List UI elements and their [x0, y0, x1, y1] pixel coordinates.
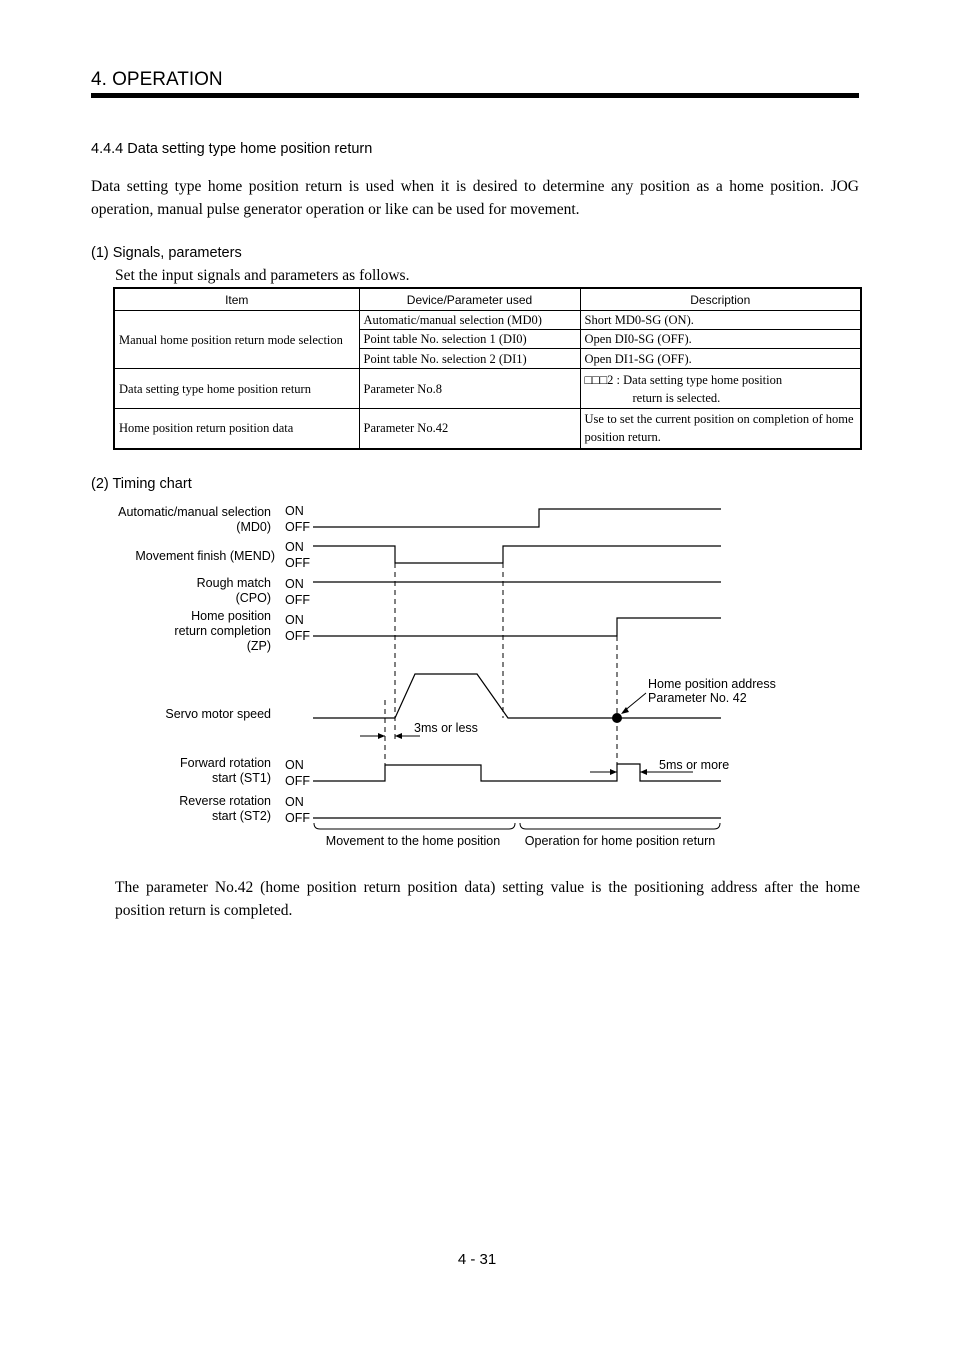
intro-paragraph: Data setting type home position return is used when it is desired to determine any position as a home position. JOG operation, manual pulse generator operation or like can be used for movement.: [91, 178, 859, 218]
description-line: □□□2 : Data setting type home position: [584, 372, 783, 387]
table-cell-description: Open DI0-SG (OFF).: [580, 330, 861, 349]
column-header-item: Item: [114, 288, 359, 311]
timing-heading: (2) Timing chart: [91, 476, 192, 492]
closing-paragraph: The parameter No.42 (home position return position data) setting value is the positioning address after the home position return is completed.: [115, 879, 860, 919]
table-cell-description: Open DI1-SG (OFF).: [580, 349, 861, 369]
on-label: ON: [285, 758, 304, 772]
on-label: ON: [285, 577, 304, 591]
home-address-label-line2: Parameter No. 42: [648, 691, 747, 705]
on-label: ON: [285, 540, 304, 554]
home-position-marker: [612, 713, 622, 723]
md0-label-line2: (MD0): [236, 520, 271, 534]
arrow-left-icon: [395, 733, 402, 739]
off-label: OFF: [285, 811, 310, 825]
zp-label-line2: return completion: [174, 624, 271, 638]
st1-label-line2: start (ST1): [211, 771, 271, 785]
table-cell-item: Home position return position data: [114, 409, 359, 449]
zp-label-line3: (ZP): [246, 639, 271, 653]
table-cell-device: Parameter No.42: [359, 409, 580, 449]
st2-label-line1: Reverse rotation: [179, 794, 271, 808]
off-label: OFF: [285, 629, 310, 643]
signals-note: Set the input signals and parameters as follows.: [115, 267, 410, 284]
zp-label-line1: Home position: [191, 609, 271, 623]
table-cell-description: Short MD0-SG (ON).: [580, 311, 861, 330]
table-cell-description: Use to set the current position on completion of home position return.: [580, 409, 861, 449]
st1-label-line1: Forward rotation: [179, 756, 271, 770]
on-label: ON: [285, 613, 304, 627]
phase-label-operation: Operation for home position return: [524, 834, 716, 848]
chapter-title: 4. OPERATION: [91, 69, 223, 90]
zp-waveform: [313, 618, 721, 636]
ms3-label: 3ms or less: [414, 721, 478, 735]
off-label: OFF: [285, 556, 310, 570]
mend-waveform: [313, 546, 721, 563]
off-label: OFF: [285, 774, 310, 788]
home-address-label-line1: Home position address: [648, 677, 776, 691]
arrow-right-icon: [378, 733, 385, 739]
mend-label: Movement finish (MEND): [135, 549, 275, 563]
off-label: OFF: [285, 520, 310, 534]
on-off-labels: [285, 504, 310, 825]
table-cell-device: Parameter No.8: [359, 369, 580, 409]
description-line-continued: return is selected.: [632, 390, 721, 405]
cpo-label-line1: Rough match: [196, 576, 271, 590]
table-cell-device: Point table No. selection 1 (DI0): [359, 330, 580, 349]
table-cell-item: Data setting type home position return: [114, 369, 359, 409]
off-label: OFF: [285, 593, 310, 607]
phase-label-movement: Movement to the home position: [325, 834, 501, 848]
signal-labels: [118, 505, 275, 823]
on-label: ON: [285, 795, 304, 809]
signals-heading: (1) Signals, parameters: [91, 245, 242, 261]
table-cell-device: Point table No. selection 2 (DI1): [359, 349, 580, 369]
column-header-description: Description: [580, 288, 861, 311]
md0-label-line1: Automatic/manual selection: [118, 505, 271, 519]
md0-waveform: [313, 509, 721, 527]
arrow-right-icon: [610, 769, 617, 775]
column-header-device: Device/Parameter used: [359, 288, 580, 311]
on-label: ON: [285, 504, 304, 518]
phase-brace-movement: [314, 823, 515, 829]
arrow-left-icon: [640, 769, 647, 775]
st2-label-line2: start (ST2): [211, 809, 271, 823]
page-number: 4 - 31: [457, 1251, 497, 1268]
ms5-label: 5ms or more: [659, 758, 730, 772]
servo-label: Servo motor speed: [165, 707, 271, 721]
cpo-label-line2: (CPO): [235, 591, 271, 605]
table-cell-device: Automatic/manual selection (MD0): [359, 311, 580, 330]
phase-braces: [314, 823, 720, 829]
table-cell-item: Manual home position return mode selection: [114, 311, 359, 369]
section-heading: 4.4.4 Data setting type home position return: [91, 141, 373, 157]
phase-brace-operation: [520, 823, 720, 829]
